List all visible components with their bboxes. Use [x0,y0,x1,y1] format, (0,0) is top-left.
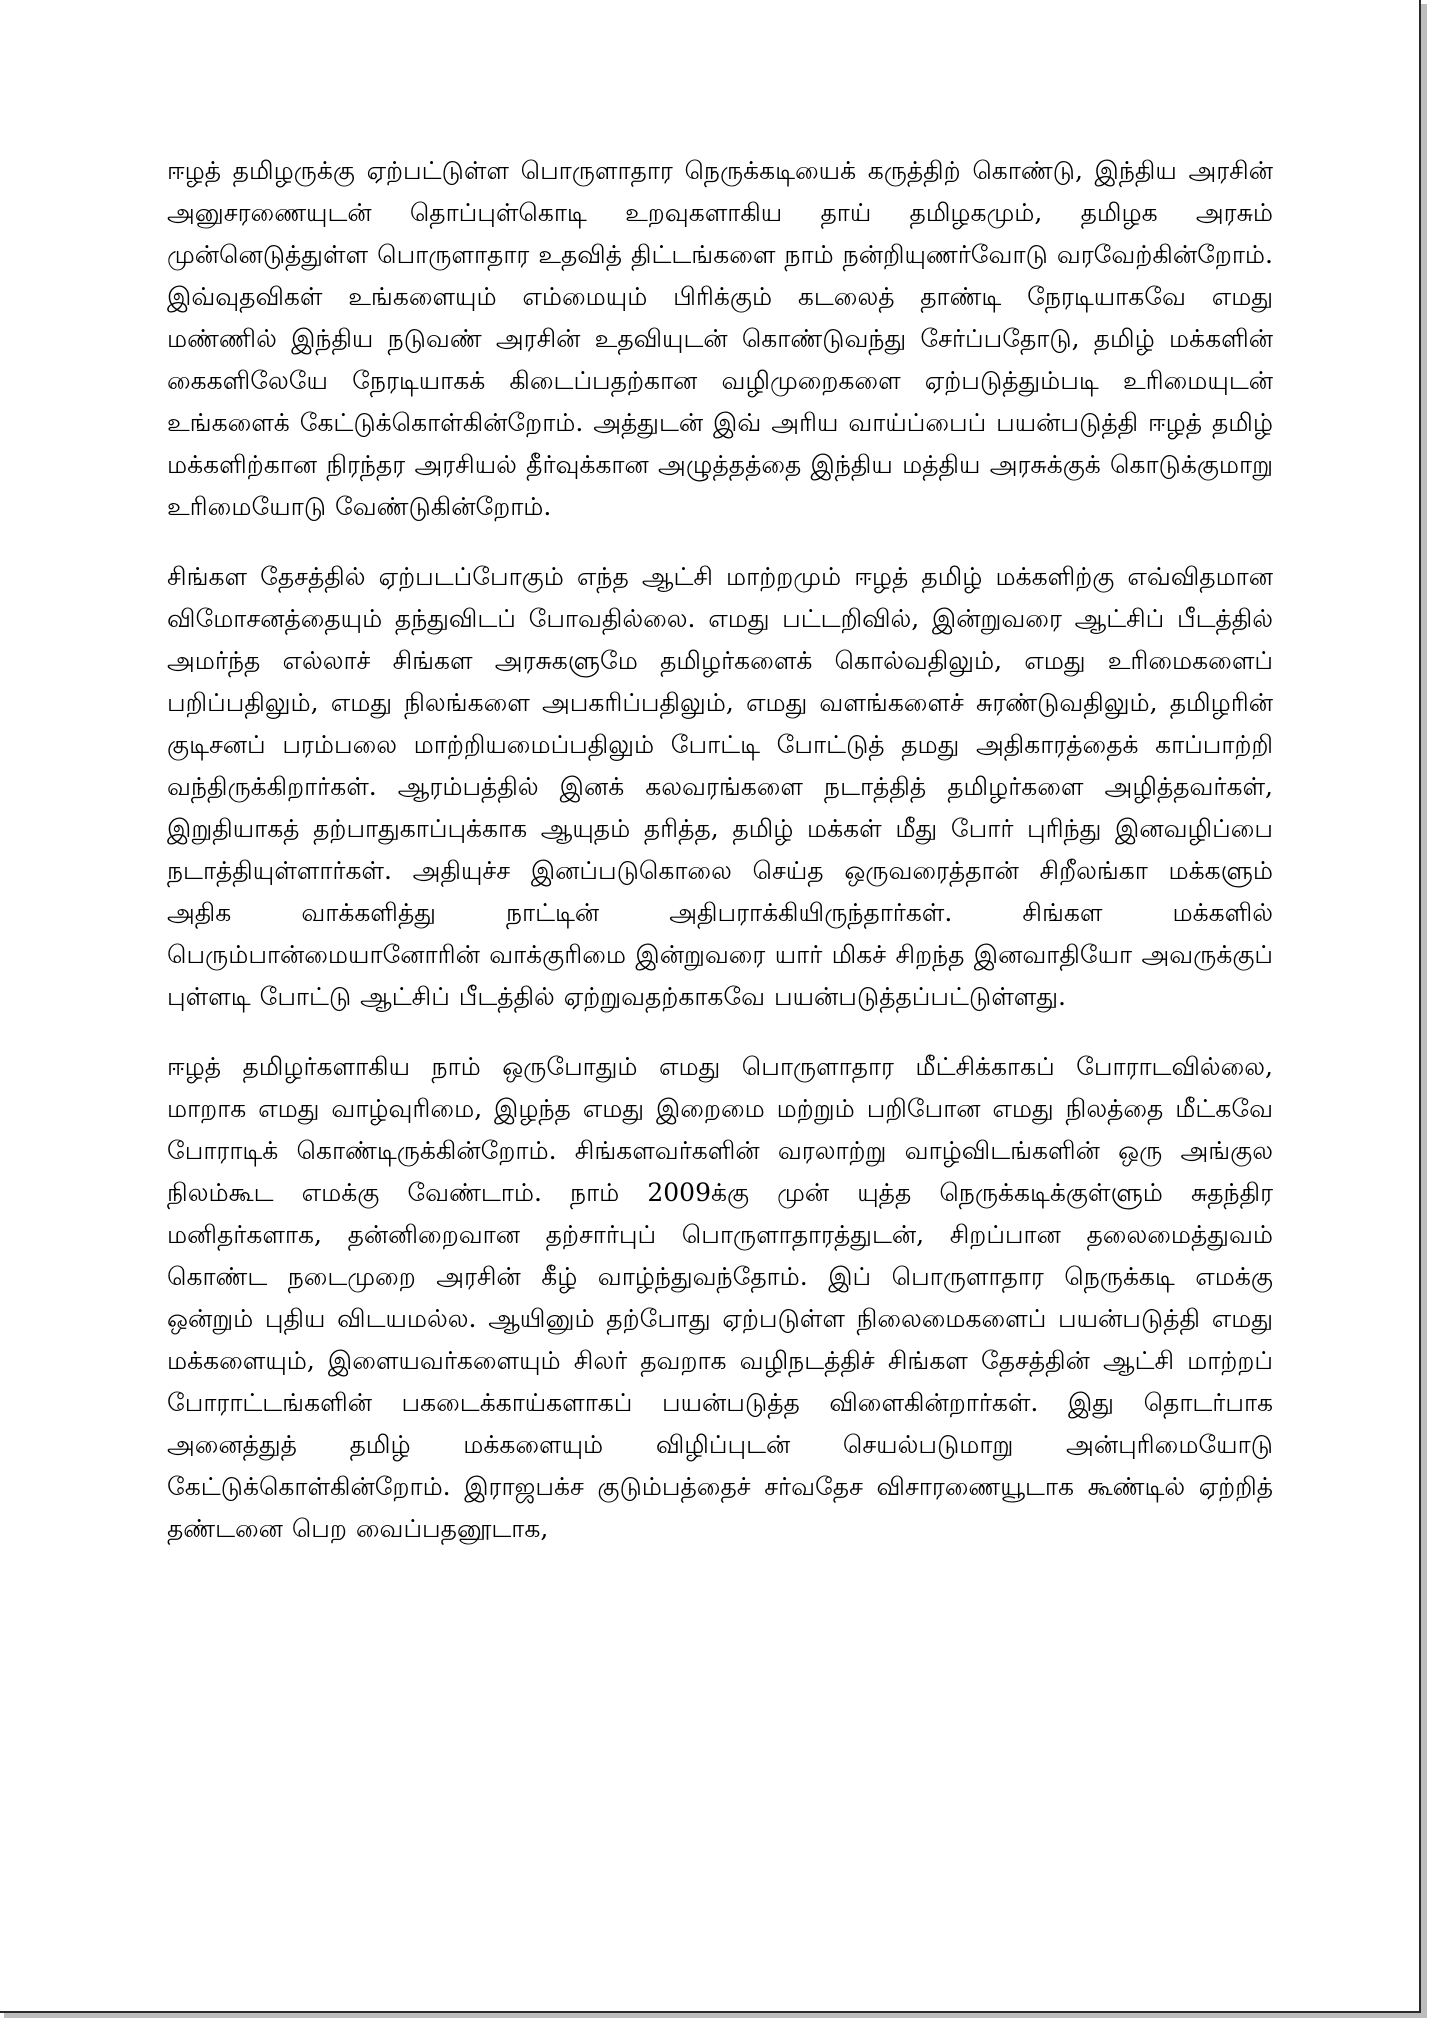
page-shadow-bottom [4,2013,1427,2018]
paragraph-1: ஈழத் தமிழருக்கு ஏற்பட்டுள்ள பொருளாதார நெருக்கடியைக் கருத்திற் கொண்டு, இந்திய அரசின் அனுசரணையுடன் தொப்புள்கொடி உறவுகளாகிய தாய் தமிழகமும், தமிழக அரசும் முன்னெடுத்துள்ள பொருளாதார உதவித் திட்டங்களை நாம் நன்றியுணர்வோடு வரவேற்கின்றோம். இவ்வுதவிகள் உங்களையும் எம்மையும் பிரிக்கும் கடலைத் தாண்டி நேரடியாகவே எமது மண்ணில் இந்திய நடுவண் அரசின் உதவியுடன் கொண்டுவந்து சேர்ப்பதோடு, தமிழ் மக்களின் கைகளிலேயே நேரடியாகக் கிடைப்பதற்கான வழிமுறைகளை ஏற்படுத்தும்படி உரிமையுடன் உங்களைக் கேட்டுக்கொள்கின்றோம். அத்துடன் இவ் அரிய வாய்ப்பைப் பயன்படுத்தி ஈழத் தமிழ் மக்களிற்கான நிரந்தர அரசியல் தீர்வுக்கான அழுத்தத்தை இந்திய மத்திய அரசுக்குக் கொடுக்குமாறு உரிமையோடு வேண்டுகின்றோம். [167,156,1273,521]
page-body [167,150,1273,1550]
paragraph-3: ஈழத் தமிழர்களாகிய நாம் ஒருபோதும் எமது பொருளாதார மீட்சிக்காகப் போராடவில்லை, மாறாக எமது வாழ்வுரிமை, இழந்த எமது இறைமை மற்றும் பறிபோன எமது நிலத்தை மீட்கவே போராடிக் கொண்டிருக்கின்றோம். சிங்களவர்களின் வரலாற்று வாழ்விடங்களின் ஒரு அங்குல நிலம்கூட எமக்கு வேண்டாம். நாம் 2009க்கு முன் யுத்த நெருக்கடிக்குள்ளும் சுதந்திர மனிதர்களாக, தன்னிறைவான தற்சார்புப் பொருளாதாரத்துடன், சிறப்பான தலைமைத்துவம் கொண்ட நடைமுறை அரசின் கீழ் வாழ்ந்துவந்தோம். இப் பொருளாதார நெருக்கடி எமக்கு ஒன்றும் புதிய விடயமல்ல. ஆயினும் தற்போது ஏற்படுள்ள நிலைமைகளைப் பயன்படுத்தி எமது மக்களையும், இளையவர்களையும் சிலர் தவறாக வழிநடத்திச் சிங்கள தேசத்தின் ஆட்சி மாற்றப் போராட்டங்களின் பகடைக்காய்களாகப் பயன்படுத்த விளைகின்றார்கள். இது தொடர்பாக அனைத்துத் தமிழ் மக்களையும் விழிப்புடன் செயல்படுமாறு அன்புரிமையோடு கேட்டுக்கொள்கின்றோம். இராஜபக்ச குடும்பத்தைச் சர்வதேச விசாரணையூடாக கூண்டில் ஏற்றித் தண்டனை பெற வைப்பதனூடாக, [167,1052,1273,1543]
page-shadow-right [1421,4,1427,2018]
paragraph-2: சிங்கள தேசத்தில் ஏற்படப்போகும் எந்த ஆட்சி மாற்றமும் ஈழத் தமிழ் மக்களிற்கு எவ்விதமான விமோசனத்தையும் தந்துவிடப் போவதில்லை. எமது பட்டறிவில், இன்றுவரை ஆட்சிப் பீடத்தில் அமர்ந்த எல்லாச் சிங்கள அரசுகளுமே தமிழர்களைக் கொல்வதிலும், எமது உரிமைகளைப் பறிப்பதிலும், எமது நிலங்களை அபகரிப்பதிலும், எமது வளங்களைச் சுரண்டுவதிலும், தமிழரின் குடிசனப் பரம்பலை மாற்றியமைப்பதிலும் போட்டி போட்டுத் தமது அதிகாரத்தைக் காப்பாற்றி வந்திருக்கிறார்கள். ஆரம்பத்தில் இனக் கலவரங்களை நடாத்தித் தமிழர்களை அழித்தவர்கள், இறுதியாகத் தற்பாதுகாப்புக்காக ஆயுதம் தரித்த, தமிழ் மக்கள் மீது போர் புரிந்து இனவழிப்பை நடாத்தியுள்ளார்கள். அதியுச்ச இனப்படுகொலை செய்த ஒருவரைத்தான் சிறீலங்கா மக்களும் அதிக வாக்களித்து நாட்டின் அதிபராக்கியிருந்தார்கள். சிங்கள மக்களில் பெரும்பான்மையானோரின் வாக்குரிமை இன்றுவரை யார் மிகச் சிறந்த இனவாதியோ அவருக்குப் புள்ளடி போட்டு ஆட்சிப் பீடத்தில் ஏற்றுவதற்காகவே பயன்படுத்தப்பட்டுள்ளது. [167,562,1273,1011]
